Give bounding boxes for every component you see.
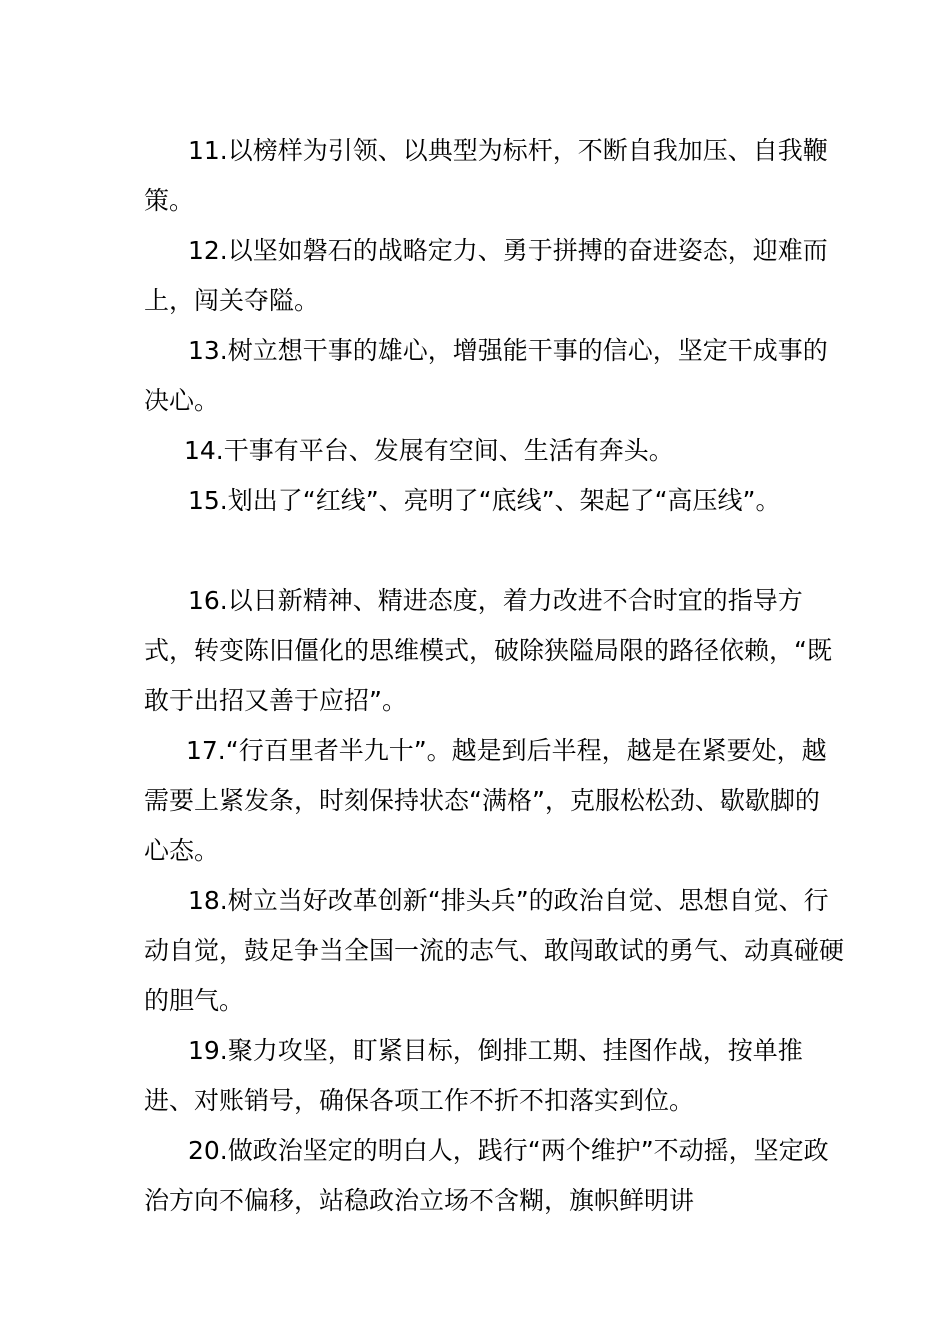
- paragraph-13: [144, 326, 844, 426]
- paragraph-11: [144, 126, 844, 226]
- paragraph-number: 20.: [188, 1136, 228, 1165]
- paragraph-16: [144, 576, 844, 726]
- paragraph-text: 划出了“红线”、亮明了“底线”、架起了“高压线”。: [227, 486, 781, 515]
- paragraph-number: 16.: [188, 586, 228, 615]
- paragraph-text: 树立想干事的雄心，增强能干事的信心，坚定干成事的决心。: [144, 336, 828, 415]
- paragraph-text: 以日新精神、精进态度，着力改进不合时宜的指导方式，转变陈旧僵化的思维模式，破除狭隘局限的路径依赖，“既敢于出招又善于应招”。: [144, 586, 832, 715]
- paragraph-text: 以榜样为引领、以典型为标杆，不断自我加压、自我鞭策。: [144, 136, 828, 215]
- paragraph-text: 做政治坚定的明白人，践行“两个维护”不动摇，坚定政治方向不偏移，站稳政治立场不含糊，旗帜鲜明讲: [144, 1136, 829, 1215]
- paragraph-number: 18.: [188, 886, 228, 915]
- paragraph-20: [144, 1126, 844, 1226]
- paragraph-17: [144, 726, 834, 876]
- paragraph-number: 14.: [184, 436, 224, 465]
- paragraph-14: [144, 426, 844, 476]
- paragraph-15: [144, 476, 844, 526]
- paragraph-12: [144, 226, 844, 326]
- paragraph-number: 17.: [186, 736, 226, 765]
- paragraph-18: [144, 876, 844, 1026]
- paragraph-text: “行百里者半九十”。越是到后半程，越是在紧要处，越需要上紧发条，时刻保持状态“满格”，克服松松劲、歇歇脚的心态。: [144, 736, 827, 865]
- paragraph-number: 15.: [188, 486, 228, 515]
- paragraph-number: 19.: [188, 1036, 228, 1065]
- paragraph-text: 以坚如磐石的战略定力、勇于拼搏的奋进姿态，迎难而上，闯关夺隘。: [144, 236, 828, 315]
- paragraph-number: 13.: [188, 336, 228, 365]
- paragraph-19: [144, 1026, 844, 1126]
- paragraph-text: 聚力攻坚，盯紧目标，倒排工期、挂图作战，按单推进、对账销号，确保各项工作不折不扣落实到位。: [144, 1036, 803, 1115]
- paragraph-number: 11.: [188, 136, 228, 165]
- paragraph-text: 干事有平台、发展有空间、生活有奔头。: [223, 436, 674, 465]
- paragraph-number: 12.: [188, 236, 228, 265]
- paragraph-text: 树立当好改革创新“排头兵”的政治自觉、思想自觉、行动自觉，鼓足争当全国一流的志气、敢闯敢试的勇气、动真碰硬的胆气。: [144, 886, 845, 1015]
